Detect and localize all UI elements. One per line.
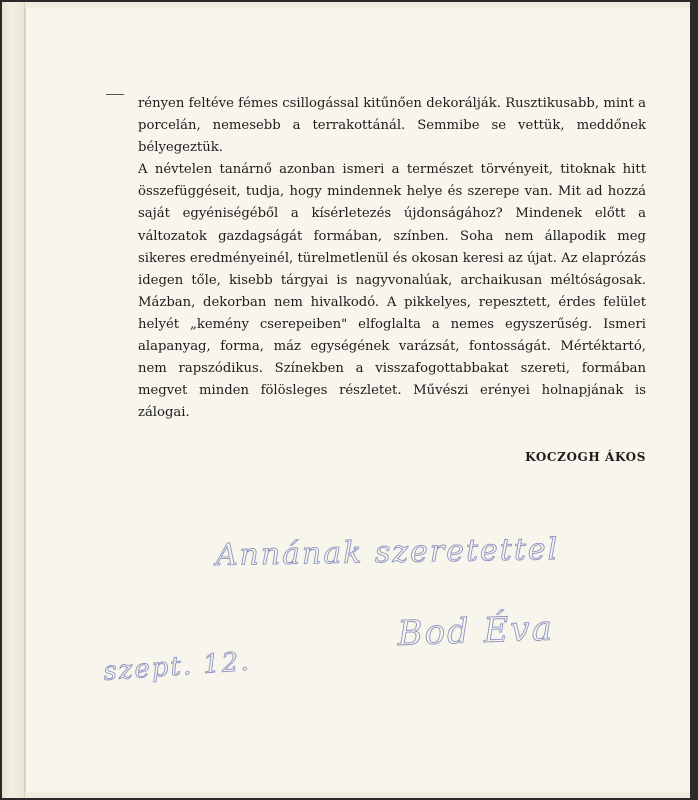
paragraph-1: rényen feltéve fémes csillogással kitűnően dekorálják. Rusztikusabb, mint a porcelán, nemesebb a terrakottánál. Semmibe se vettük, meddőnek bélyegeztük. [138, 96, 646, 156]
book-spread [2, 2, 696, 798]
handwritten-inscription [26, 8, 692, 792]
author-name: KOCZOGH ÁKOS [525, 450, 646, 464]
book-page [26, 8, 692, 792]
scan-border [690, 2, 696, 798]
paragraph-2: A névtelen tanárnő azonban ismeri a természet törvényeit, titoknak hitt összefüggéseit, tudja, hogy mindennek helye és szerepe van. Mit ad hozzá saját egyéniségéből a kísérletezés újdonságához? Mindenek előtt a változatok gazdagságát formában, színben. Soha nem állapodik meg sikeres eredményeinél, türelmetlenül és okosan keresi az újat. Az elaprózás idegen tőle, kisebb tárgyai is nagyvonalúak, archaikusan méltóságosak. Mázban, dekorban nem hivalkodó. A pikkelyes, repesztett, érdes felület helyét „kemény cserepeiben" elfoglalta a nemes egyszerűség. Ismeri alapanyag, forma, máz egységének varázsát, fontosságát. Mértéktartó, nem rapszódikus. Színekben a visszafogottabbakat szereti, formában megvet minden fölösleges részletet. Művészi erényei holnapjának is zálogai. [138, 162, 646, 421]
signature-handwriting: Bod Éva [396, 608, 555, 654]
date-handwriting: szept. 12. [102, 646, 252, 687]
underlying-page-edge [2, 2, 25, 798]
dedication-handwriting: Annának szeretettel [215, 532, 560, 573]
